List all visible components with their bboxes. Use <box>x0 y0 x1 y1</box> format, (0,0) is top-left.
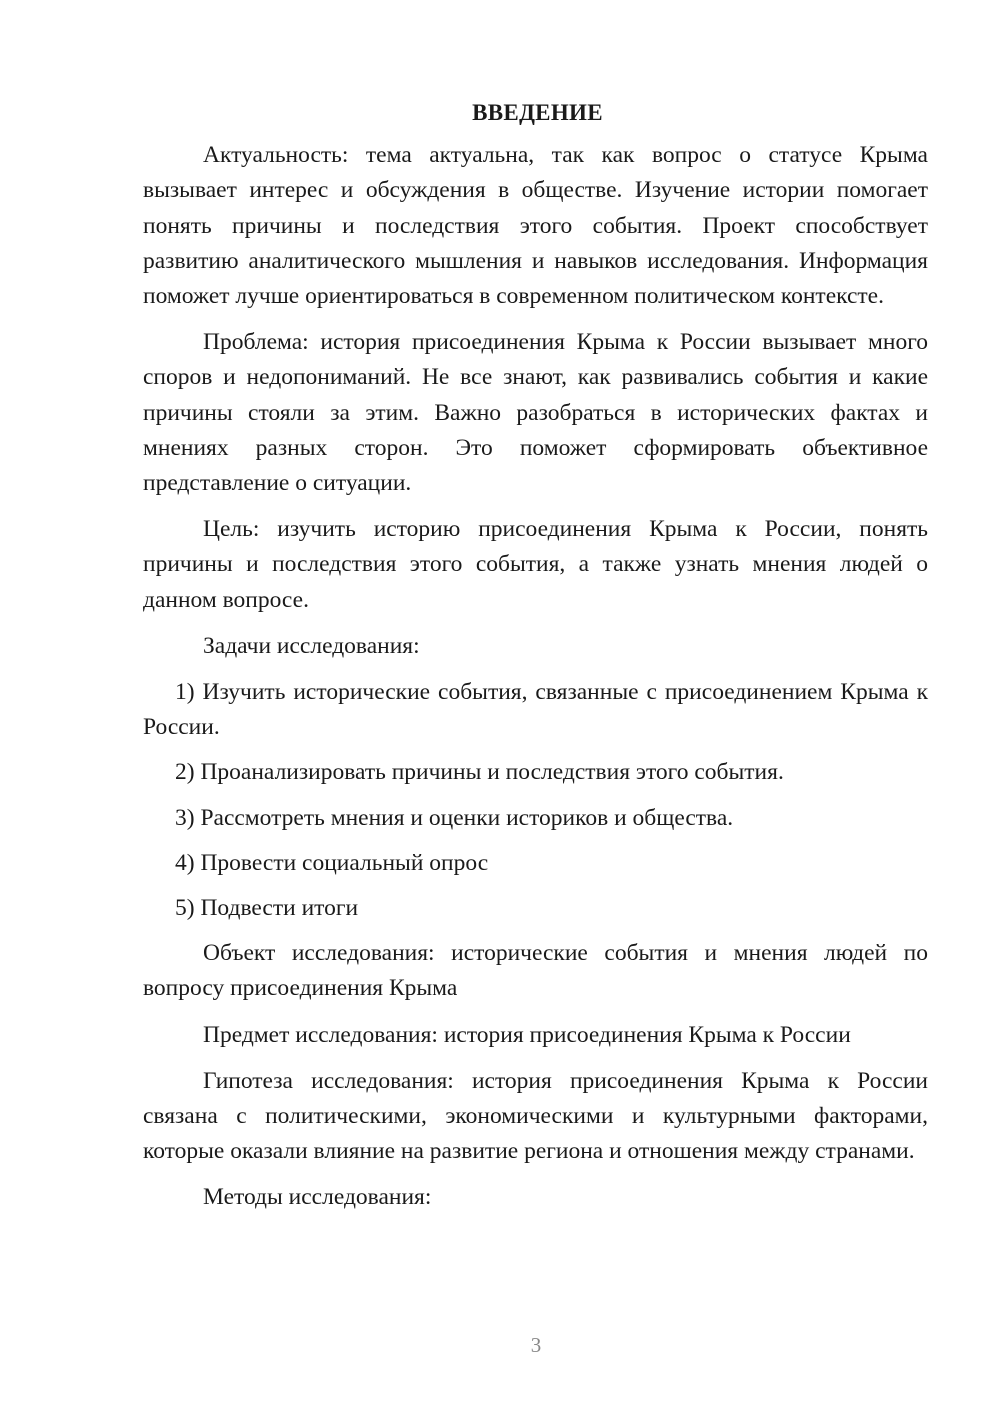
methods-heading: Методы исследования: <box>203 1184 432 1211</box>
list-item: 4) Провести социальный опрос <box>175 849 489 876</box>
tasks-list <box>143 675 928 926</box>
subject-paragraph: Предмет исследования: история присоединения Крыма к России <box>203 1021 851 1048</box>
hypothesis-paragraph: Гипотеза исследования: история присоединения Крыма к России связана с политическими, экономическими и культурными факторами, которые оказали влияние на развитие региона и отношения между странами. <box>143 1067 928 1165</box>
goal-paragraph: Цель: изучить историю присоединения Крыма к России, понять причины и последствия этого события, а также узнать мнения людей о данном вопросе. <box>143 516 928 613</box>
tasks-heading: Задачи исследования: <box>203 632 420 659</box>
page-content <box>143 95 928 1227</box>
list-item: 2) Проанализировать причины и последствия этого события. <box>175 759 784 786</box>
problem-paragraph: Проблема: история присоединения Крыма к России вызывает много споров и недопониманий. Не все знают, как развивались события и какие причины стояли за этим. Важно разобраться в исторических фактах и мнениях разных сторон. Это поможет сформировать объективное представление о ситуации. <box>143 329 928 497</box>
relevance-paragraph: Актуальность: тема актуальна, так как вопрос о статусе Крыма вызывает интерес и обсуждения в обществе. Изучение истории помогает понять причины и последствия этого события. Проект способствует развитию аналитического мышления и навыков исследования. Информация поможет лучше ориентироваться в современном политическом контексте. <box>143 142 928 310</box>
list-item: 1) Изучить исторические события, связанные с присоединением Крыма к России. <box>143 679 928 741</box>
page-number: 3 <box>530 1333 542 1357</box>
list-item: 3) Рассмотреть мнения и оценки историков и общества. <box>175 804 734 831</box>
object-paragraph: Объект исследования: исторические события и мнения людей по вопросу присоединения Крыма <box>143 940 928 1002</box>
list-item: 5) Подвести итоги <box>175 895 359 922</box>
page-title: ВВЕДЕНИЕ <box>472 100 603 125</box>
